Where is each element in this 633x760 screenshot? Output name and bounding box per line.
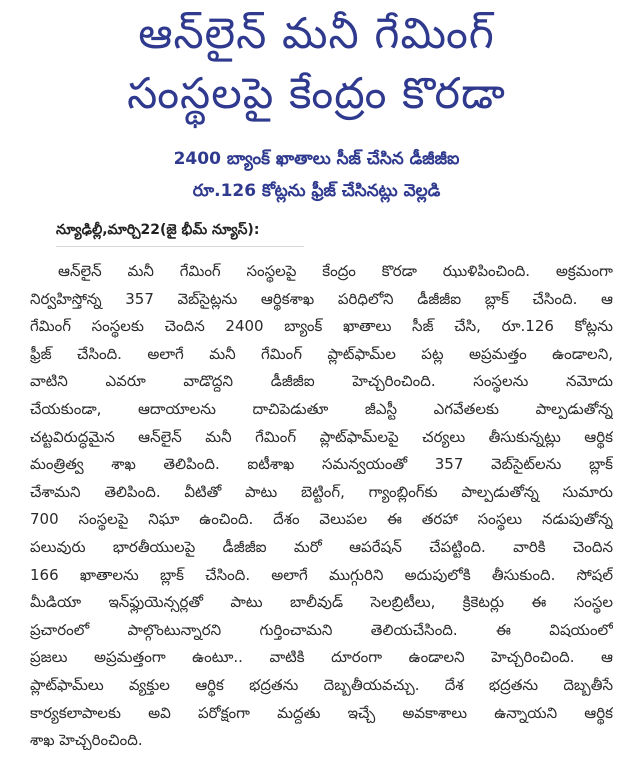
- headline-line-2: సంస్థలపై కేంద్రం కొరడా: [127, 69, 506, 119]
- body-line: చేయకుండా, ఆదాయాలను దాచిపెడుతూ జీఎస్టీ ఎగవేతలకు పాల్పడుతోన్న: [30, 399, 613, 418]
- body-line: మంత్రిత్వ శాఖ తెలిపింది. ఐటీశాఖ సమన్వయంతో 357 వెబ్‌సైట్‌లను బ్లాక్: [30, 455, 613, 474]
- body-line: ఫ్రీజ్ చేసింది. అలాగే మనీ గేమింగ్ ప్లాట్‌ఫామ్‌ల పట్ల అప్రమత్తం ఉండాలని,: [30, 344, 613, 363]
- headline-line-1: ఆన్‌లైన్ మనీ గేమింగ్: [138, 9, 495, 59]
- body-line: ఆన్‌లైన్ మనీ గేమింగ్ సంస్థలపై కేంద్రం కొరడా ఝుళిపించింది. అక్రమంగా: [58, 262, 613, 280]
- body-line: 700 సంస్థలపై నిఘా ఉంచింది. దేశం వెలుపల ఈ తరహా సంస్థలు నడుపుతోన్న: [30, 510, 613, 529]
- body-line: కార్యకలాపాలకు అవి పరోక్షంగా మద్దతు ఇచ్చే అవకాశాలు ఉన్నాయని ఆర్థిక: [30, 703, 613, 722]
- body-line: ప్రచారంలో పాల్గొంటున్నారని గుర్తించామని తెలియచేసింది. ఈ విషయంలో: [30, 620, 613, 639]
- article-body: [30, 258, 613, 755]
- body-line: శాఖ హెచ్చరించింది.: [30, 731, 143, 750]
- subheadline-line-1: 2400 బ్యాంక్ ఖాతాలు సీజ్ చేసిన డీజీజీఐ: [173, 149, 460, 169]
- body-line: ప్రజలు అప్రమత్తంగా ఉంటూ.. వాటికి దూరంగా ఉండాలని హెచ్చరించింది. ఆ: [30, 648, 613, 667]
- body-line: ప్లాట్‌ఫామ్‌లు వ్యక్తుల ఆర్థిక భద్రతను దెబ్బతీయవచ్చు. దేశ భద్రతను దెబ్బతీసే: [30, 675, 613, 694]
- body-line: 166 ఖాతాలను బ్లాక్ చేసింది. అలాగే ముగ్గురిని అదుపులోకి తీసుకుంది. సోషల్: [30, 565, 613, 584]
- body-line: మీడియా ఇన్‌ఫ్లుయెన్సర్లతో పాటు బాలీవుడ్ సెలబ్రిటీలు, క్రికెటర్లు ఈ సంస్థల: [30, 593, 613, 612]
- body-line: పలువురు భారతీయులపై డీజీజీఐ మరో ఆపరేషన్ చేపట్టింది. వారికి చెందిన: [30, 537, 613, 556]
- body-line: చట్టవిరుద్ధమైన ఆన్‌లైన్ మనీ గేమింగ్ ప్లాట్‌ఫామ్‌లపై చర్యలు తీసుకున్నట్లు ఆర్థిక: [30, 427, 613, 446]
- dateline: న్యూఢిల్లీ,మార్చి22(జై భీమ్ న్యూస్):: [56, 222, 260, 238]
- body-line: చేశామని తెలిపింది. వీటితో పాటు బెట్టింగ్, గ్యాంబ్లింగ్‌కు పాల్పడుతోన్న సుమారు: [30, 482, 613, 501]
- body-line: వాటిని ఎవరూ వాడొద్దని డీజీజీఐ హెచ్చరించింది. సంస్థలను నమోదు: [30, 372, 613, 391]
- body-line: నిర్వహిస్తోన్న 357 వెబ్‌సైట్లను ఆర్థికశాఖ పరిధిలోని డీజీజీఐ బ్లాక్ చేసింది. ఆ: [30, 289, 613, 308]
- dateline-divider: [56, 246, 304, 247]
- subheadline-line-2: రూ.126 కోట్లను ఫ్రీజ్ చేసినట్లు వెల్లడి: [192, 181, 441, 201]
- body-line: గేమింగ్ సంస్థలకు చెందిన 2400 బ్యాంక్ ఖాతాలు సీజ్ చేసి, రూ.126 కోట్లను: [30, 317, 613, 336]
